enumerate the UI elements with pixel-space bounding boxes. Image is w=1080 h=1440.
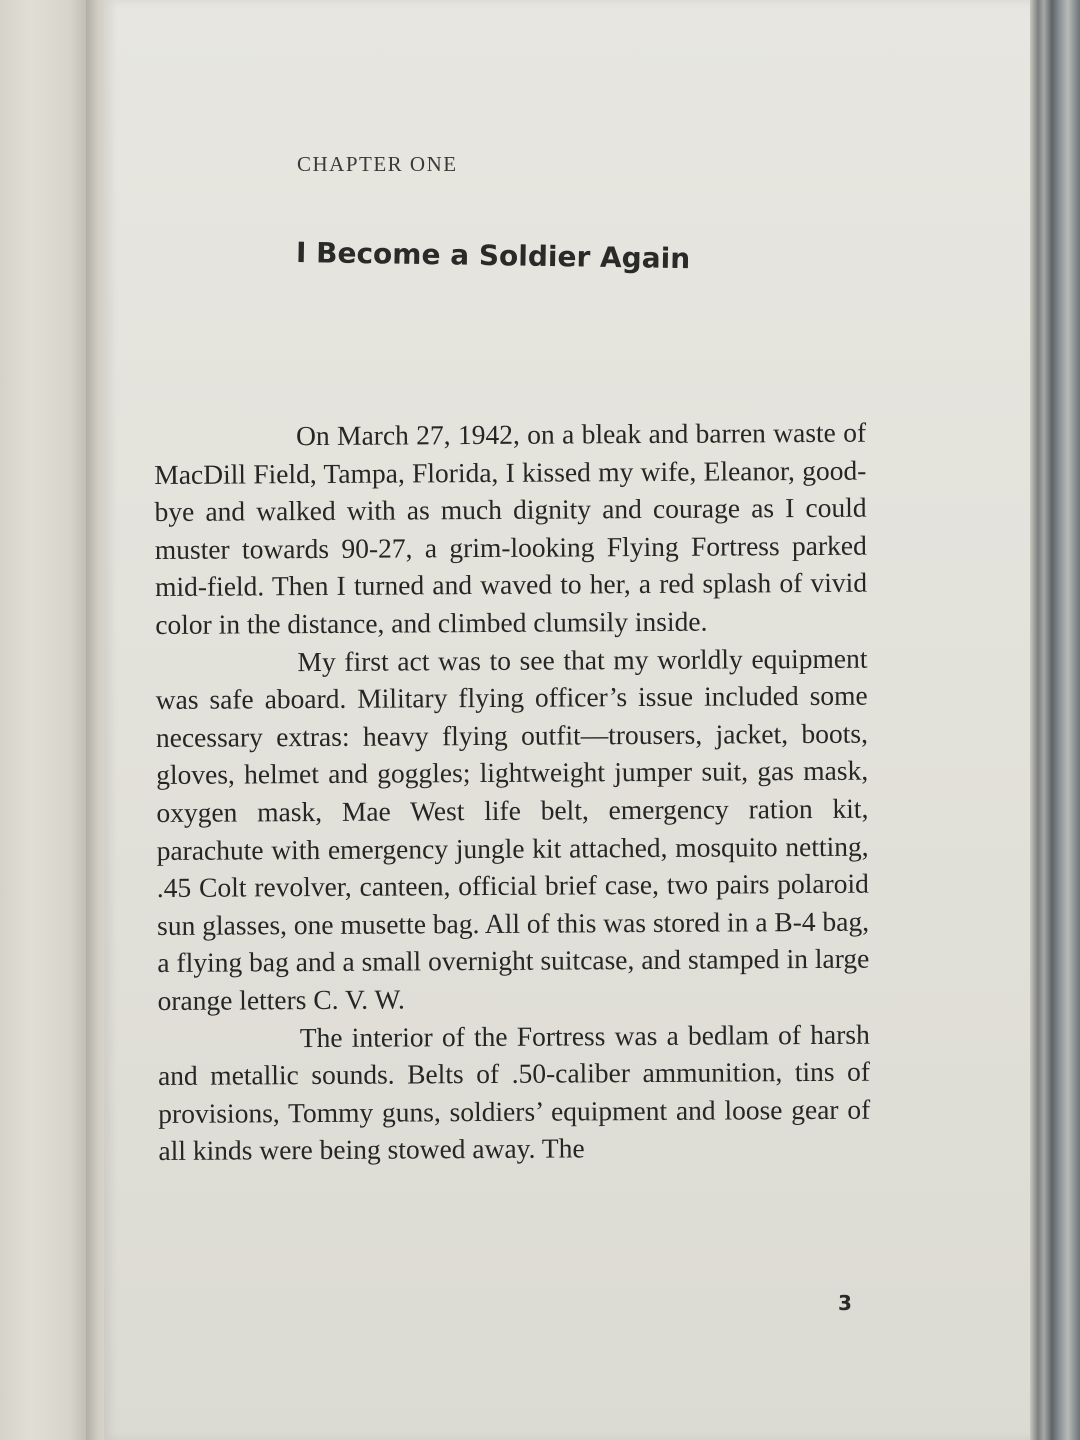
chapter-title: I Become a Soldier Again xyxy=(295,236,691,276)
paragraph-3: The interior of the Fortress was a bedlam of harsh and metallic sounds. Belts of .50-caliber ammunition, tins of provisions, Tommy guns, soldiers’ equipment and loose gear of all kinds were being stowed away. The xyxy=(157,1018,871,1167)
paragraph-1: On March 27, 1942, on a bleak and barren waste of MacDill Field, Tampa, Florida, I kissed my wife, Eleanor, good-bye and walked with as much dignity and courage as I could muster towards 90-27, a grim-looking Flying Fortress parked mid-field. Then I turned and waved to her, a red splash of vivid color in the distance, and climbed clumsily inside. xyxy=(154,416,868,640)
page-stack-edge xyxy=(1030,0,1080,1440)
left-page-edge xyxy=(0,0,96,1440)
page-number: 3 xyxy=(838,1291,852,1315)
body-text xyxy=(154,414,871,1170)
chapter-label: CHAPTER ONE xyxy=(297,152,458,176)
paragraph-2: My first act was to see that my worldly equipment was safe aboard. Military flying officer’s issue included some necessary extras: heavy flying outfit—trousers, jacket, boots, gloves, helmet and goggles; lightweight jumper suit, gas mask, oxygen mask, Mae West life belt, emergency ration kit, parachute with emergency jungle kit attached, mosquito netting, .45 Colt revolver, canteen, official brief case, two pairs polaroid sun glasses, one musette bag. All of this was stored in a B-4 bag, a flying bag and a small overnight suitcase, and stamped in large orange letters C. V. W. xyxy=(155,642,870,1016)
